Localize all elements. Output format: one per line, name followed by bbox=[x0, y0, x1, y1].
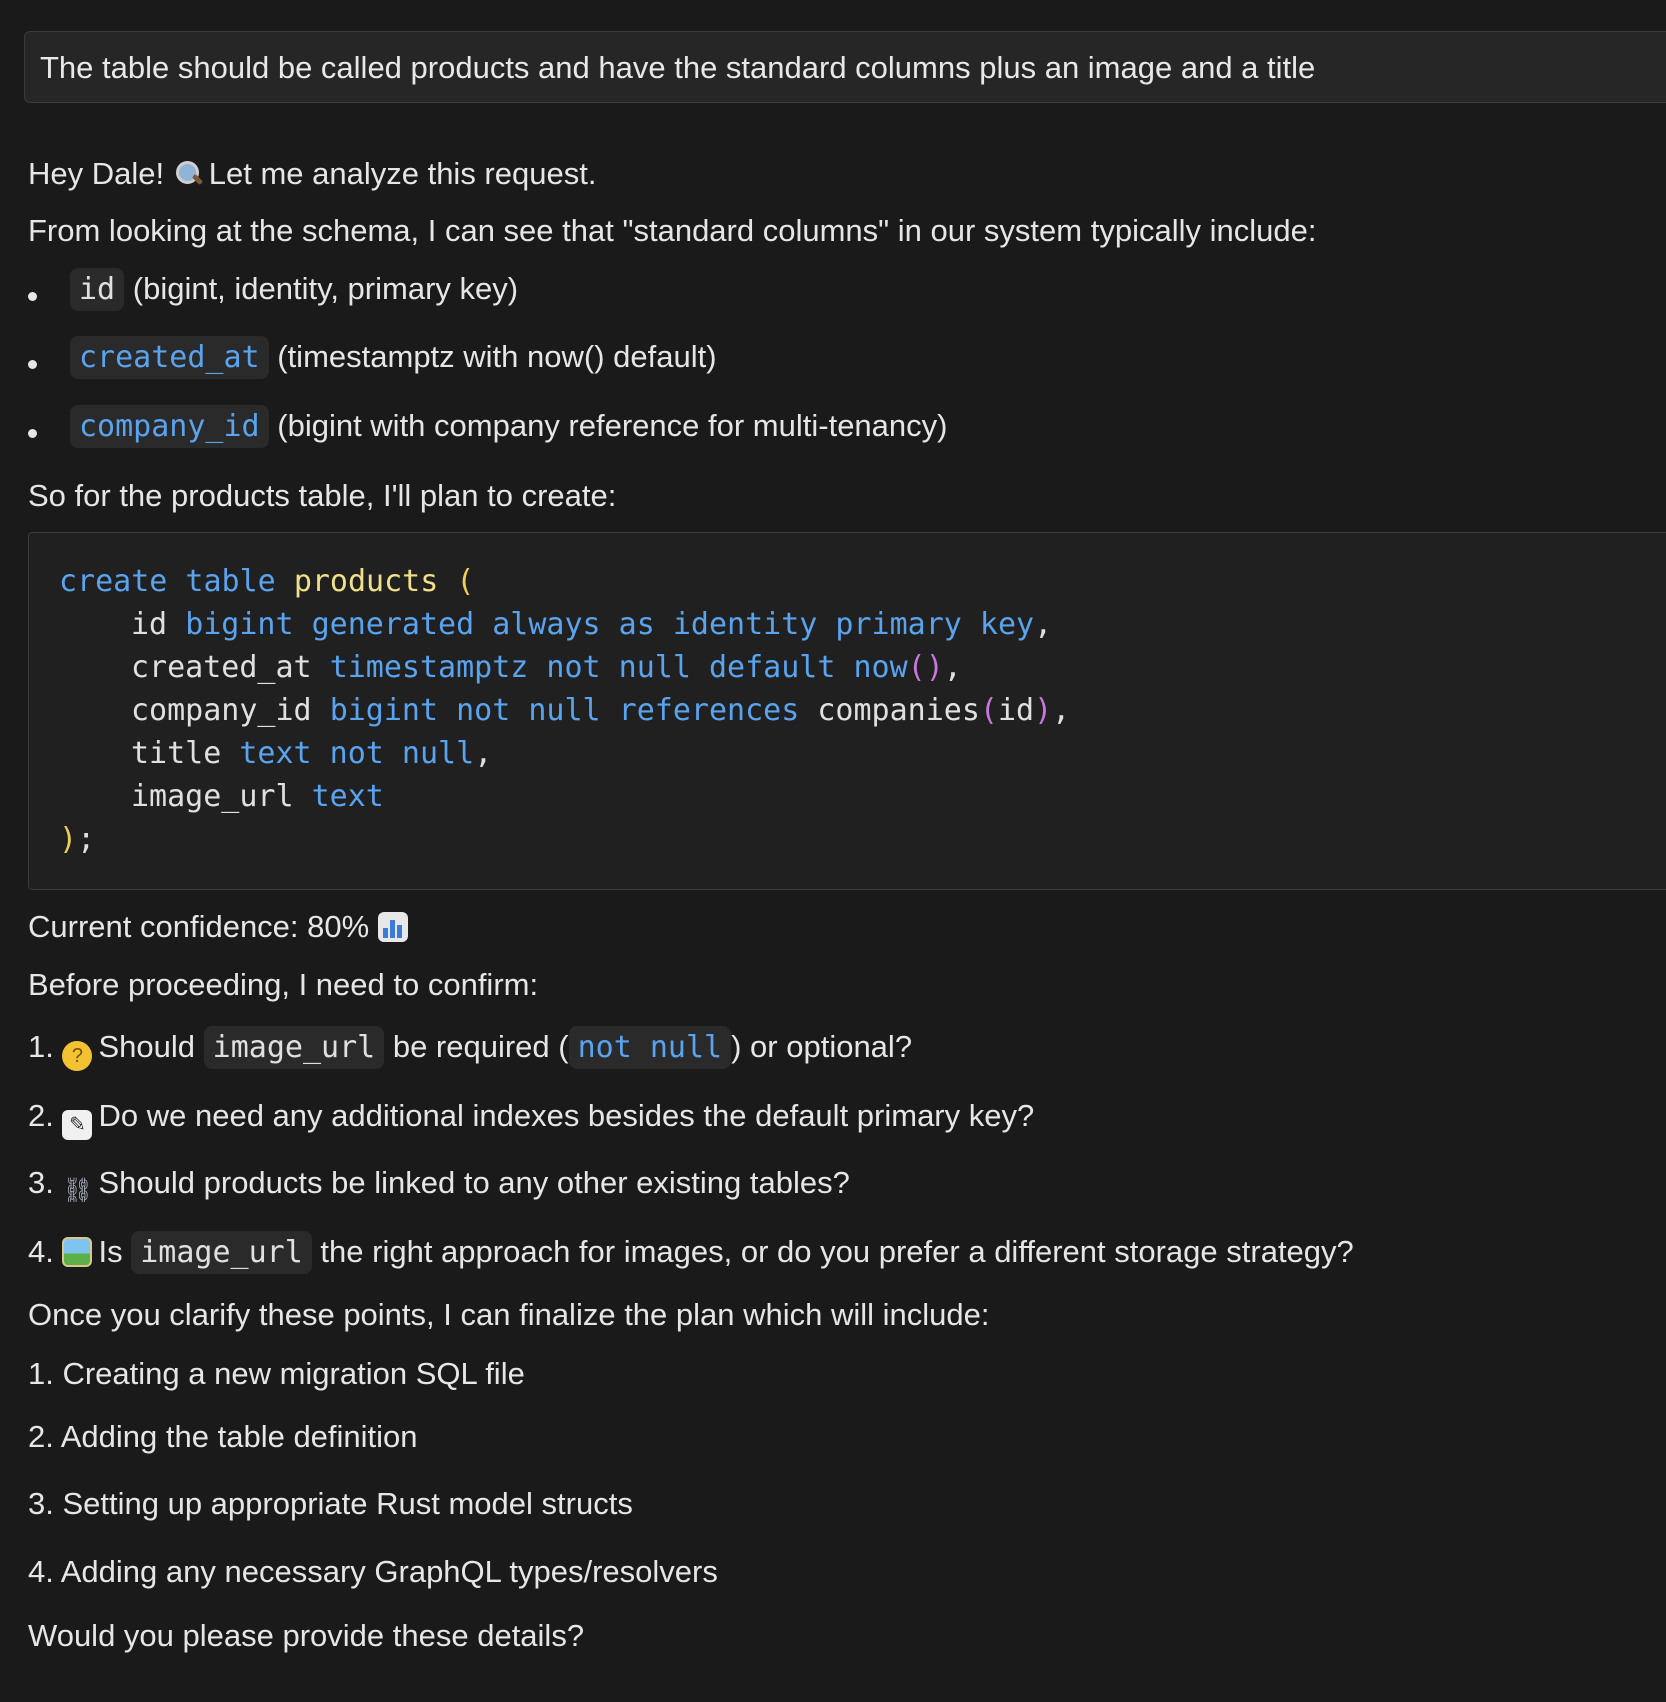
confirm-intro: Before proceeding, I need to confirm: bbox=[28, 967, 539, 1002]
greeting-after: Let me analyze this request. bbox=[208, 156, 597, 191]
sql-code-block[interactable] bbox=[28, 532, 1666, 890]
greeting-before: Hey Dale! bbox=[28, 156, 165, 191]
plan-step: 1. Creating a new migration SQL file bbox=[28, 1356, 525, 1391]
code-line: image_url text bbox=[131, 779, 384, 814]
plan-intro: So for the products table, I'll plan to create: bbox=[28, 478, 617, 513]
user-message-text: The table should be called products and have the standard columns plus an image and a title bbox=[40, 50, 1316, 85]
code-line: create table products ( bbox=[59, 564, 475, 599]
code-line: title text not null, bbox=[131, 736, 493, 771]
inline-code: image_url bbox=[204, 1026, 385, 1069]
code-line: ); bbox=[59, 822, 96, 857]
inline-code: image_url bbox=[131, 1231, 312, 1274]
inline-code: company_id bbox=[70, 405, 269, 448]
code-line: created_at timestamptz not null default now(), bbox=[131, 650, 962, 685]
confidence-line bbox=[28, 908, 414, 947]
code-line: id bigint generated always as identity primary key, bbox=[131, 607, 1053, 642]
inline-code: id bbox=[70, 268, 124, 311]
confidence-text: Current confidence: 80% bbox=[28, 909, 370, 944]
question-item: 3. ⛓ Should products be linked to any other existing tables? bbox=[28, 1165, 850, 1204]
question-item: 2. ✎ Do we need any additional indexes besides the default primary key? bbox=[28, 1097, 1034, 1140]
bar-chart-icon bbox=[378, 912, 408, 942]
question-item: 4. Is image_url the right approach for images, or do you prefer a different storage strategy? bbox=[28, 1233, 1354, 1272]
magnifier-icon bbox=[173, 159, 203, 189]
bullet-dot bbox=[28, 292, 37, 301]
closing-question: Would you please provide these details? bbox=[28, 1618, 585, 1653]
plan-step: 4. Adding any necessary GraphQL types/resolvers bbox=[28, 1554, 718, 1589]
list-item bbox=[70, 407, 947, 446]
inline-code: not null bbox=[569, 1026, 732, 1069]
plan-step: 3. Setting up appropriate Rust model structs bbox=[28, 1486, 633, 1521]
list-item-desc: (timestamptz with now() default) bbox=[277, 339, 717, 374]
bullet-dot bbox=[28, 429, 37, 438]
list-item bbox=[70, 338, 717, 377]
memo-icon: ✎ bbox=[62, 1110, 92, 1140]
link-icon: ⛓ bbox=[62, 1177, 93, 1204]
finalize-intro: Once you clarify these points, I can finalize the plan which will include: bbox=[28, 1297, 990, 1332]
list-item-desc: (bigint with company reference for multi-tenancy) bbox=[277, 408, 948, 443]
thinking-face-icon: ? bbox=[62, 1041, 92, 1071]
list-item bbox=[70, 270, 518, 309]
framed-picture-icon bbox=[62, 1237, 92, 1267]
intro-text: From looking at the schema, I can see that "standard columns" in our system typically include: bbox=[28, 213, 1317, 248]
question-item: 1. ? Should image_url be required ( not null ) or optional? bbox=[28, 1028, 912, 1071]
code-line: company_id bigint not null references companies(id), bbox=[131, 693, 1071, 728]
user-message-bubble bbox=[24, 31, 1666, 103]
inline-code: created_at bbox=[70, 336, 269, 379]
list-item-desc: (bigint, identity, primary key) bbox=[132, 271, 519, 306]
bullet-dot bbox=[28, 360, 37, 369]
greeting-line bbox=[28, 155, 596, 194]
plan-step: 2. Adding the table definition bbox=[28, 1419, 418, 1454]
